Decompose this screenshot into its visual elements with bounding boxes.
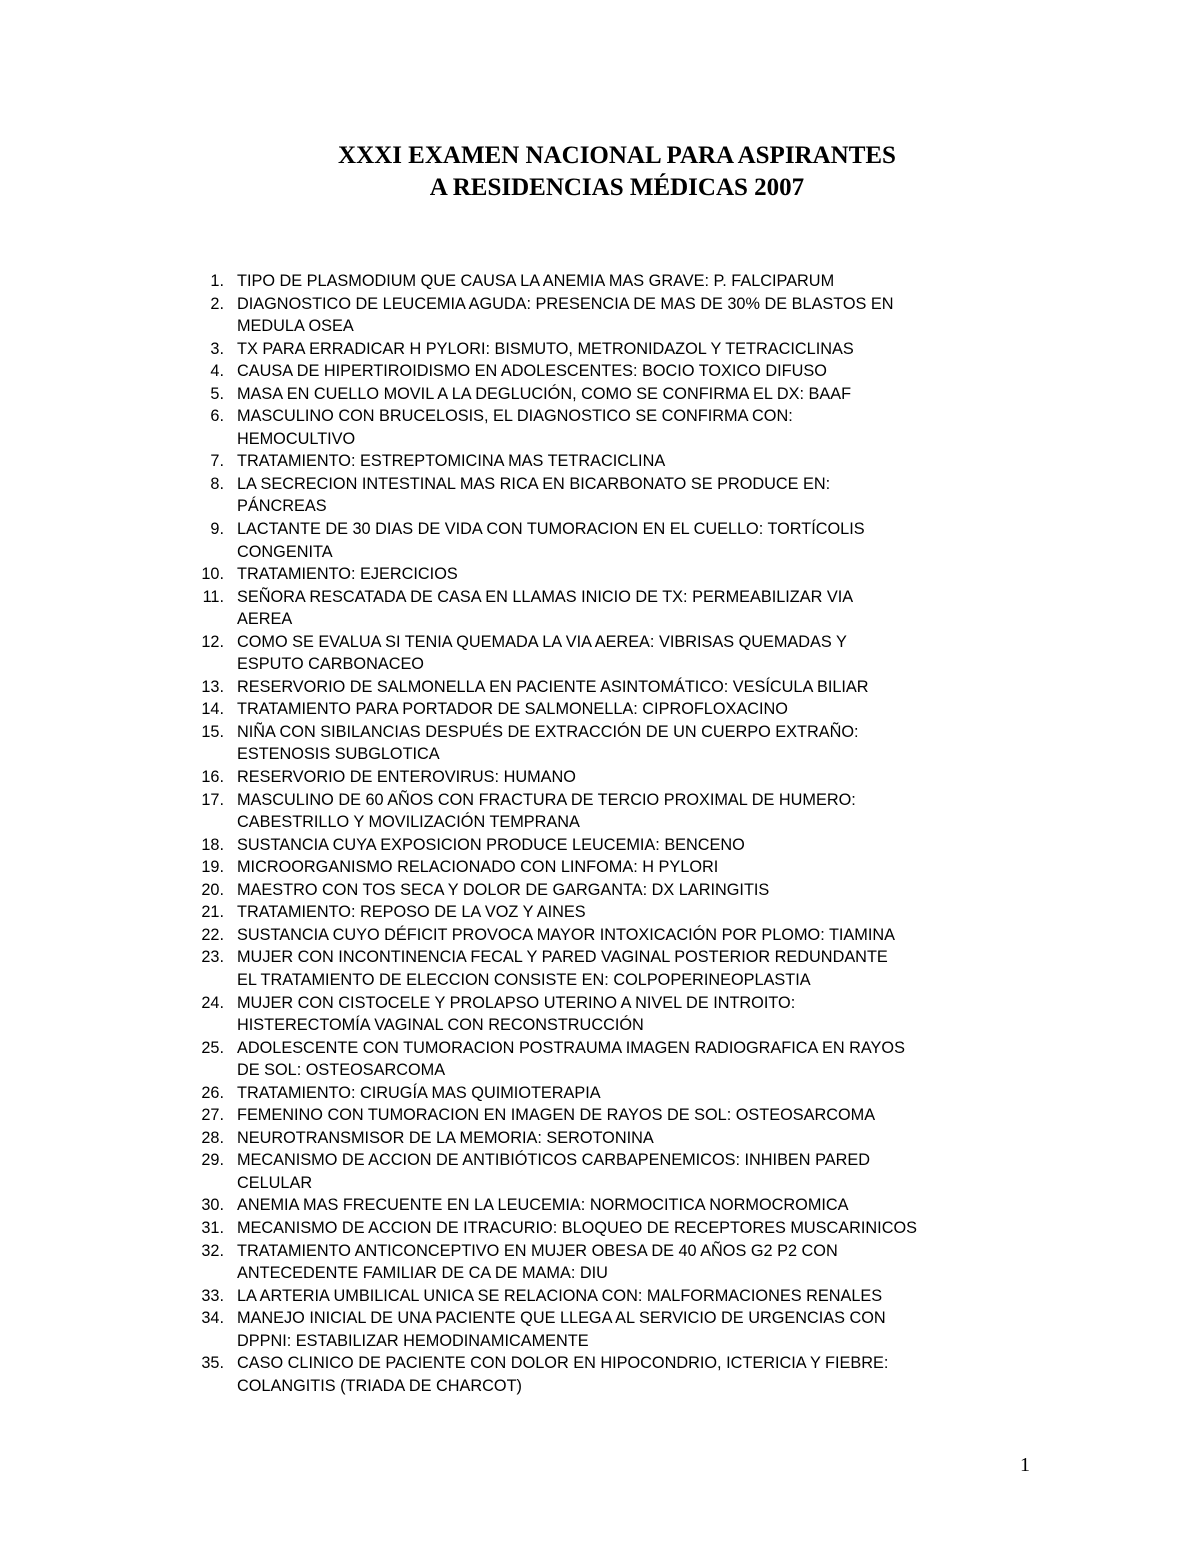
list-item-text: TRATAMIENTO: REPOSO DE LA VOZ Y AINES — [237, 903, 586, 922]
list-item — [180, 1104, 1180, 1127]
list-item — [180, 450, 1180, 473]
list-item-text: NEUROTRANSMISOR DE LA MEMORIA: SEROTONINA — [237, 1128, 654, 1147]
list-item-text: FEMENINO CON TUMORACION EN IMAGEN DE RAYOS DE SOL: OSTEOSARCOMA — [237, 1106, 876, 1125]
list-item — [180, 766, 1180, 789]
list-item-number: 8. — [210, 474, 224, 493]
list-item — [180, 856, 1180, 879]
list-item-text: ESTENOSIS SUBGLOTICA — [237, 745, 440, 764]
list-item-text: MECANISMO DE ACCION DE ITRACURIO: BLOQUEO DE RECEPTORES MUSCARINICOS — [237, 1218, 917, 1237]
list-item-number: 24. — [201, 993, 224, 1012]
list-item-text: MUJER CON INCONTINENCIA FECAL Y PARED VAGINAL POSTERIOR REDUNDANTE — [237, 948, 888, 967]
list-item — [180, 1240, 1180, 1285]
list-item-number: 15. — [201, 722, 224, 741]
list-item — [180, 586, 1180, 631]
list-item-text: NIÑA CON SIBILANCIAS DESPUÉS DE EXTRACCIÓN DE UN CUERPO EXTRAÑO: — [237, 722, 859, 741]
list-item-number: 29. — [201, 1151, 224, 1170]
list-item-text: PÁNCREAS — [237, 497, 327, 516]
list-item-number: 9. — [210, 520, 224, 539]
list-item — [180, 338, 1180, 361]
list-item — [180, 1037, 1180, 1082]
list-item — [180, 1082, 1180, 1105]
list-item — [180, 789, 1180, 834]
list-item-text: DPPNI: ESTABILIZAR HEMODINAMICAMENTE — [237, 1331, 589, 1350]
list-item-text: CONGENITA — [237, 542, 333, 561]
list-item-text: ADOLESCENTE CON TUMORACION POSTRAUMA IMAGEN RADIOGRAFICA EN RAYOS — [237, 1038, 905, 1057]
list-item-text: ESPUTO CARBONACEO — [237, 655, 424, 674]
list-item-number: 17. — [201, 790, 224, 809]
list-item-number: 22. — [201, 925, 224, 944]
list-item-text: MASCULINO CON BRUCELOSIS, EL DIAGNOSTICO SE CONFIRMA CON: — [237, 407, 793, 426]
list-item-text: CELULAR — [237, 1173, 313, 1192]
list-item — [180, 360, 1180, 383]
list-item-number: 11. — [202, 587, 224, 606]
list-item-number: 35. — [201, 1354, 224, 1373]
list-item-number: 34. — [201, 1309, 224, 1328]
list-item-number: 12. — [201, 632, 224, 651]
list-item — [180, 1285, 1180, 1308]
list-item — [180, 698, 1180, 721]
list-item — [180, 1352, 1180, 1397]
list-item-text: TRATAMIENTO: CIRUGÍA MAS QUIMIOTERAPIA — [237, 1083, 601, 1102]
page-number: 1 — [1020, 1454, 1030, 1476]
list-item-number: 25. — [201, 1038, 224, 1057]
title-line: A RESIDENCIAS MÉDICAS 2007 — [429, 174, 805, 201]
list-item-text: MASA EN CUELLO MOVIL A LA DEGLUCIÓN, COMO SE CONFIRMA EL DX: BAAF — [237, 384, 852, 403]
list-item-number: 20. — [201, 880, 224, 899]
list-item — [180, 1194, 1180, 1217]
list-item — [180, 405, 1180, 450]
list-item-text: MECANISMO DE ACCION DE ANTIBIÓTICOS CARBAPENEMICOS: INHIBEN PARED — [237, 1151, 870, 1170]
list-item-text: EL TRATAMIENTO DE ELECCION CONSISTE EN: COLPOPERINEOPLASTIA — [237, 970, 811, 989]
list-item-text: TRATAMIENTO: EJERCICIOS — [237, 565, 458, 584]
list-item-number: 26. — [201, 1083, 224, 1102]
list-item-number: 14. — [201, 700, 224, 719]
list-item — [180, 924, 1180, 947]
list-item-text: ANEMIA MAS FRECUENTE EN LA LEUCEMIA: NORMOCITICA NORMOCROMICA — [237, 1196, 849, 1215]
list-item-text: MAESTRO CON TOS SECA Y DOLOR DE GARGANTA: DX LARINGITIS — [237, 880, 770, 899]
list-item-number: 21. — [201, 903, 224, 922]
list-item-number: 1. — [210, 272, 224, 290]
list-item-number: 32. — [201, 1241, 224, 1260]
list-item — [180, 946, 1180, 991]
list-item-text: MASCULINO DE 60 AÑOS CON FRACTURA DE TERCIO PROXIMAL DE HUMERO: — [237, 790, 856, 809]
list-item-text: RESERVORIO DE ENTEROVIRUS: HUMANO — [237, 768, 576, 787]
list-item-text: AEREA — [237, 610, 293, 629]
list-item — [180, 1127, 1180, 1150]
list-item-text: LA ARTERIA UMBILICAL UNICA SE RELACIONA CON: MALFORMACIONES RENALES — [237, 1286, 883, 1305]
list-item-number: 13. — [201, 677, 224, 696]
list-item-text: TX PARA ERRADICAR H PYLORI: BISMUTO, METRONIDAZOL Y TETRACICLINAS — [237, 339, 854, 358]
list-item-text: MANEJO INICIAL DE UNA PACIENTE QUE LLEGA AL SERVICIO DE URGENCIAS CON — [237, 1309, 886, 1328]
list-item-text: TIPO DE PLASMODIUM QUE CAUSA LA ANEMIA MAS GRAVE: P. FALCIPARUM — [237, 272, 835, 290]
list-item-number: 6. — [210, 407, 224, 426]
list-item-text: SEÑORA RESCATADA DE CASA EN LLAMAS INICIO DE TX: PERMEABILIZAR VIA — [237, 587, 854, 606]
list-item-number: 10. — [201, 565, 224, 584]
list-item-text: COLANGITIS (TRIADA DE CHARCOT) — [237, 1376, 522, 1395]
question-list — [180, 270, 1180, 1397]
list-item-text: HEMOCULTIVO — [237, 429, 356, 448]
list-item-number: 27. — [201, 1106, 224, 1125]
list-item — [180, 293, 1180, 338]
list-item — [180, 270, 1180, 293]
list-item-text: HISTERECTOMÍA VAGINAL CON RECONSTRUCCIÓN — [237, 1016, 644, 1035]
list-item-text: SUSTANCIA CUYA EXPOSICION PRODUCE LEUCEMIA: BENCENO — [237, 835, 745, 854]
list-item-number: 16. — [201, 768, 224, 787]
list-item-text: TRATAMIENTO PARA PORTADOR DE SALMONELLA: CIPROFLOXACINO — [237, 700, 788, 719]
list-item — [180, 383, 1180, 406]
list-item-number: 4. — [210, 362, 224, 381]
list-item — [180, 563, 1180, 586]
list-item-number: 30. — [201, 1196, 224, 1215]
list-item-number: 7. — [210, 452, 224, 471]
list-item-number: 31. — [201, 1218, 224, 1237]
list-item-text: DE SOL: OSTEOSARCOMA — [237, 1061, 446, 1080]
list-item-text: MUJER CON CISTOCELE Y PROLAPSO UTERINO A NIVEL DE INTROITO: — [237, 993, 796, 1012]
list-item-text: COMO SE EVALUA SI TENIA QUEMADA LA VIA AEREA: VIBRISAS QUEMADAS Y — [237, 632, 847, 651]
list-item-text: DIAGNOSTICO DE LEUCEMIA AGUDA: PRESENCIA DE MAS DE 30% DE BLASTOS EN — [237, 294, 894, 313]
list-item-text: MEDULA OSEA — [237, 317, 354, 336]
list-item-text: LA SECRECION INTESTINAL MAS RICA EN BICARBONATO SE PRODUCE EN: — [237, 474, 831, 493]
list-item-number: 19. — [201, 858, 224, 877]
list-item-text: TRATAMIENTO ANTICONCEPTIVO EN MUJER OBESA DE 40 AÑOS G2 P2 CON — [237, 1241, 838, 1260]
list-item — [180, 992, 1180, 1037]
list-item — [180, 721, 1180, 766]
list-item-number: 5. — [210, 384, 224, 403]
list-item-number: 28. — [201, 1128, 224, 1147]
page-title — [0, 140, 1200, 204]
list-item-text: RESERVORIO DE SALMONELLA EN PACIENTE ASINTOMÁTICO: VESÍCULA BILIAR — [237, 677, 869, 696]
list-item-number: 2. — [210, 294, 224, 313]
list-item-number: 33. — [201, 1286, 224, 1305]
list-item — [180, 1149, 1180, 1194]
list-item-text: TRATAMIENTO: ESTREPTOMICINA MAS TETRACICLINA — [237, 452, 666, 471]
list-item — [180, 518, 1180, 563]
list-item-number: 3. — [210, 339, 224, 358]
list-item — [180, 879, 1180, 902]
list-item-text: SUSTANCIA CUYO DÉFICIT PROVOCA MAYOR INTOXICACIÓN POR PLOMO: TIAMINA — [237, 925, 895, 944]
list-item-text: LACTANTE DE 30 DIAS DE VIDA CON TUMORACION EN EL CUELLO: TORTÍCOLIS — [237, 520, 865, 539]
list-item — [180, 676, 1180, 699]
list-item — [180, 901, 1180, 924]
list-item — [180, 473, 1180, 518]
list-item-text: CABESTRILLO Y MOVILIZACIÓN TEMPRANA — [237, 813, 580, 832]
list-item — [180, 1307, 1180, 1352]
list-item-text: MICROORGANISMO RELACIONADO CON LINFOMA: H PYLORI — [237, 858, 719, 877]
list-item — [180, 631, 1180, 676]
list-item-text: ANTECEDENTE FAMILIAR DE CA DE MAMA: DIU — [237, 1264, 608, 1283]
list-item-number: 18. — [201, 835, 224, 854]
list-item — [180, 834, 1180, 857]
list-item-text: CASO CLINICO DE PACIENTE CON DOLOR EN HIPOCONDRIO, ICTERICIA Y FIEBRE: — [237, 1354, 889, 1373]
list-item-number: 23. — [201, 948, 224, 967]
title-line: XXXI EXAMEN NACIONAL PARA ASPIRANTES — [338, 142, 896, 169]
list-item — [180, 1217, 1180, 1240]
list-item-text: CAUSA DE HIPERTIROIDISMO EN ADOLESCENTES: BOCIO TOXICO DIFUSO — [237, 362, 827, 381]
